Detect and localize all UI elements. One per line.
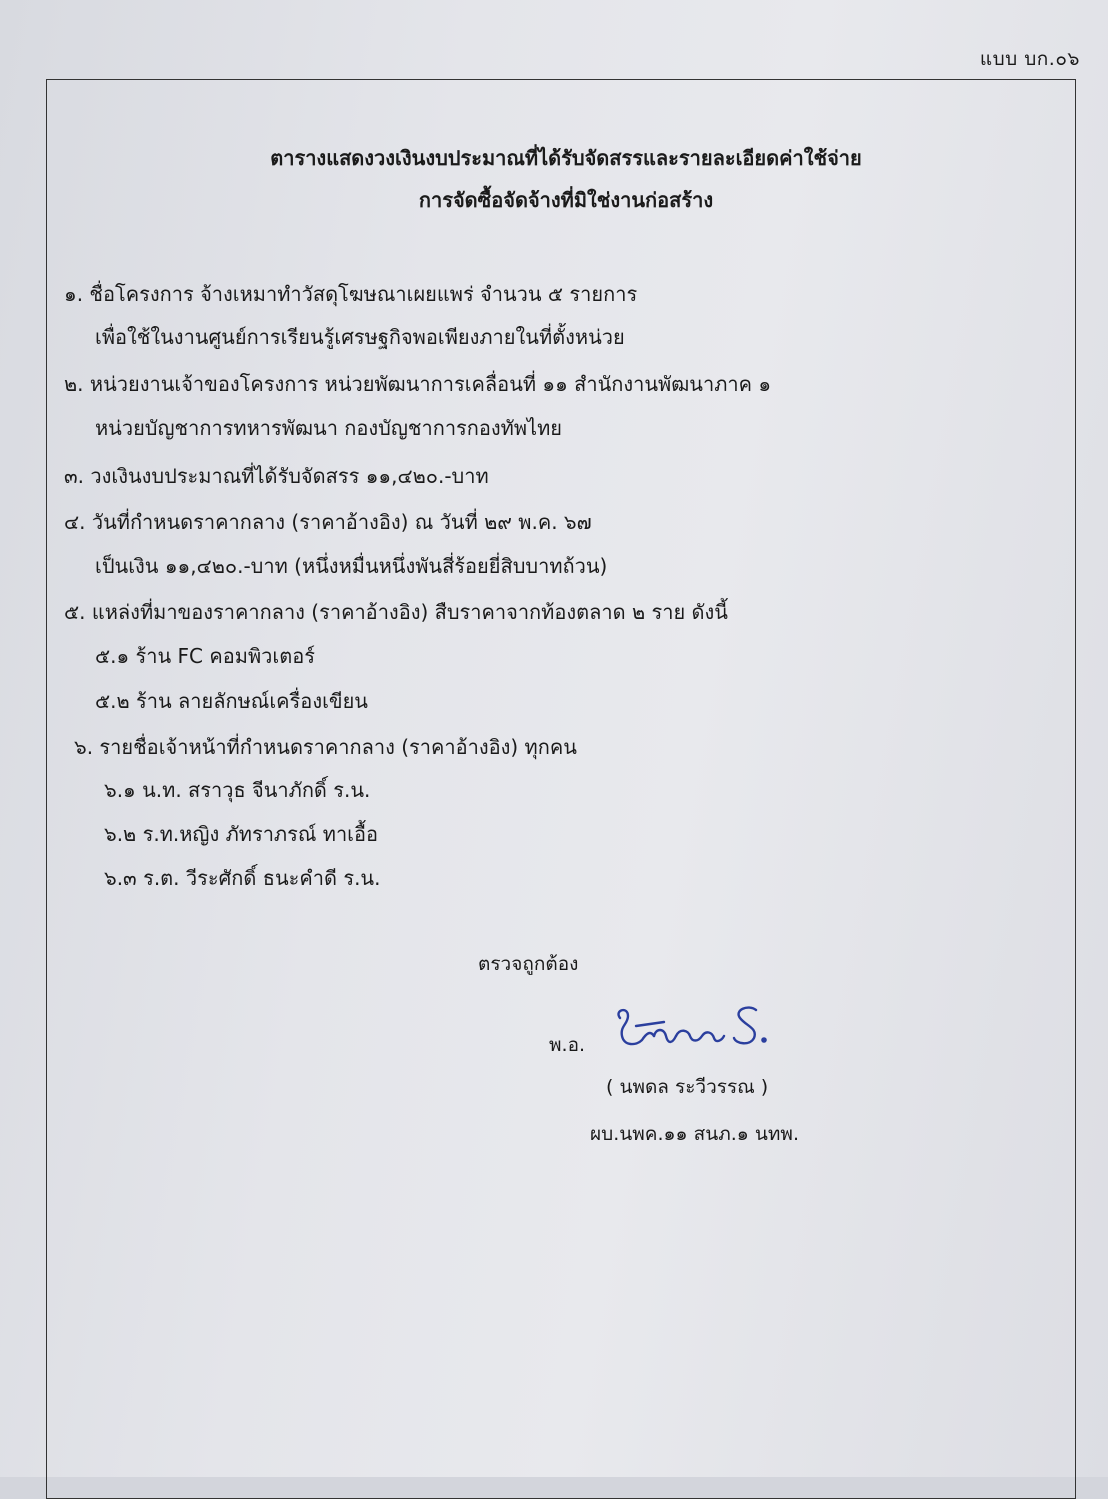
item-1-purpose: เพื่อใช้ในงานศูนย์การเรียนรู้เศรษฐกิจพอเพียงภายในที่ตั้งหน่วย	[95, 325, 625, 349]
item-5-shop-1: ๕.๑ ร้าน FC คอมพิวเตอร์	[95, 644, 315, 668]
item-6-officers: ๖. รายชื่อเจ้าหน้าที่กำหนดราคากลาง (ราคาอ้างอิง) ทุกคน	[74, 735, 577, 759]
handwritten-signature	[606, 1000, 776, 1060]
item-5-shop-2: ๕.๒ ร้าน ลายลักษณ์เครื่องเขียน	[95, 689, 368, 713]
item-5-price-source: ๕. แหล่งที่มาของราคากลาง (ราคาอ้างอิง) สืบราคาจากท้องตลาด ๒ ราย ดังนี้	[64, 600, 728, 624]
item-6-officer-3: ๖.๓ ร.ต. วีระศักดิ์ ธนะคำดี ร.น.	[104, 866, 381, 890]
item-6-officer-2: ๖.๒ ร.ท.หญิง ภัทราภรณ์ ทาเอื้อ	[104, 822, 379, 846]
item-3-budget: ๓. วงเงินงบประมาณที่ได้รับจัดสรร ๑๑,๔๒๐.-บาท	[64, 464, 489, 488]
signer-position: ผบ.นพค.๑๑ สนภ.๑ นทพ.	[590, 1123, 799, 1145]
verified-label: ตรวจถูกต้อง	[478, 953, 579, 975]
document-title-line2: การจัดซื้อจัดจ้างที่มิใช่งานก่อสร้าง	[418, 188, 714, 212]
item-2-command: หน่วยบัญชาการทหารพัฒนา กองบัญชาการกองทัพไทย	[95, 416, 563, 440]
document-title-line1: ตารางแสดงวงเงินงบประมาณที่ได้รับจัดสรรและรายละเอียดค่าใช้จ่าย	[270, 146, 862, 170]
item-4-reference-date: ๔. วันที่กำหนดราคากลาง (ราคาอ้างอิง) ณ วันที่ ๒๙ พ.ค. ๖๗	[64, 510, 592, 534]
signer-name: ( นพดล ระวีวรรณ )	[606, 1076, 769, 1098]
item-6-officer-1: ๖.๑ น.ท. สราวุธ จีนาภักดิ์ ร.น.	[104, 778, 371, 802]
item-4-amount: เป็นเงิน ๑๑,๔๒๐.-บาท (หนึ่งหมื่นหนึ่งพันสี่ร้อยยี่สิบบาทถ้วน)	[95, 554, 608, 578]
form-code: แบบ บก.๐๖	[979, 48, 1080, 70]
item-1-project-name: ๑. ชื่อโครงการ จ้างเหมาทำวัสดุโฆษณาเผยแพร่ จำนวน ๕ รายการ	[64, 282, 638, 306]
signer-rank: พ.อ.	[549, 1034, 586, 1056]
item-2-owner-unit: ๒. หน่วยงานเจ้าของโครงการ หน่วยพัฒนาการเคลื่อนที่ ๑๑ สำนักงานพัฒนาภาค ๑	[64, 372, 772, 396]
